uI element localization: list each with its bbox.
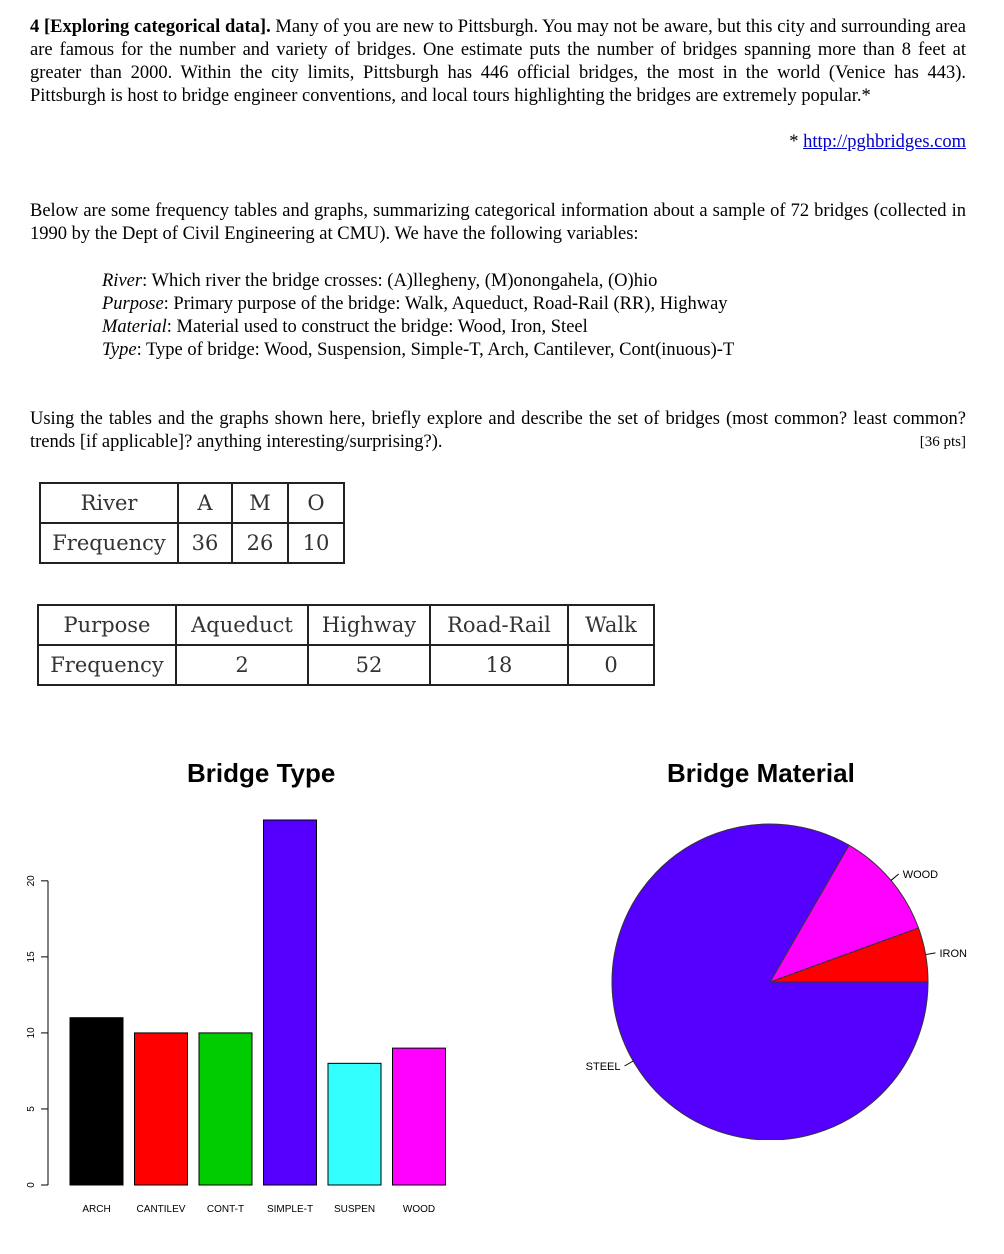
table-cell: 18 [430, 645, 568, 685]
river-frequency-table [39, 482, 345, 564]
intro-body: Many of you are new to Pittsburgh. You may not be aware, but this city and surrounding area are famous for the number and variety of bridges. One estimate puts the number of bridges spanning more than 8 feet at greater than 2000. Within the city limits, Pittsburgh has 446 official bridges, the most in the world (Venice has 443). Pittsburgh is host to bridge engineer conventions, and local tours highlighting the bridges are extremely popular.* [30, 17, 966, 106]
bridge-type-bar-chart [0, 800, 480, 1230]
question-paragraph: Using the tables and the graphs shown here, briefly explore and describe the set of bridges (most common? least common? trends [if applicable]? anything interesting/surprising?). [30, 409, 966, 452]
bar-arch [70, 1018, 123, 1185]
table-cell: M [232, 483, 288, 523]
table-cell: 2 [176, 645, 308, 685]
pie-label: STEEL [585, 1061, 621, 1073]
variable-purpose [102, 293, 734, 316]
bridge-material-pie-chart [540, 800, 1000, 1140]
x-tick-label: CONT-T [206, 1204, 245, 1215]
variable-text: : Primary purpose of the bridge: Walk, Aqueduct, Road-Rail (RR), Highway [163, 294, 728, 314]
pie-label-leader [891, 874, 899, 880]
table-cell: Highway [308, 605, 430, 645]
table-cell: Frequency [40, 523, 178, 563]
footnote-marker: * [789, 132, 804, 152]
bar-simple-t [264, 820, 317, 1185]
pie-label-leader [926, 953, 936, 955]
y-tick-label: 10 [26, 1027, 37, 1039]
bar-cantilev [135, 1033, 188, 1185]
variable-text: : Type of bridge: Wood, Suspension, Simple-T, Arch, Cantilever, Cont(inuous)-T [136, 340, 735, 360]
variable-name: Material [102, 317, 167, 337]
table-cell: 52 [308, 645, 430, 685]
variable-name: Purpose [102, 294, 164, 314]
table-cell: River [40, 483, 178, 523]
variable-name: River [102, 271, 143, 291]
x-tick-label: ARCH [82, 1204, 111, 1215]
table-cell: Frequency [38, 645, 176, 685]
x-tick-label: SUSPEN [333, 1204, 376, 1215]
y-tick-label: 0 [26, 1182, 37, 1188]
bar-chart-title: Bridge Type [187, 758, 336, 788]
table-cell: 26 [232, 523, 288, 563]
variable-name: Type [102, 340, 137, 360]
variable-text: : Material used to construct the bridge: Wood, Iron, Steel [166, 317, 588, 337]
points-label: [36 pts] [919, 434, 966, 450]
purpose-frequency-table [37, 604, 655, 686]
bar-wood [393, 1048, 446, 1185]
table-cell: A [178, 483, 232, 523]
variable-type [102, 339, 734, 362]
table-row [40, 523, 344, 563]
x-tick-label: WOOD [402, 1204, 436, 1215]
table-cell: 0 [568, 645, 654, 685]
table-cell: 36 [178, 523, 232, 563]
variable-material [102, 316, 734, 339]
intro-paragraph [30, 16, 966, 108]
problem-heading: 4 [Exploring categorical data]. [30, 17, 271, 37]
x-tick-label: CANTILEV [136, 1204, 186, 1215]
table-cell: O [288, 483, 344, 523]
table-cell: Road-Rail [430, 605, 568, 645]
y-tick-label: 15 [26, 951, 37, 963]
x-tick-label: SIMPLE-T [266, 1204, 314, 1215]
table-cell: 10 [288, 523, 344, 563]
description-paragraph: Below are some frequency tables and graphs, summarizing categorical information about a sample of 72 bridges (collected in 1990 by the Dept of Civil Engineering at CMU). We have the following variables: [30, 201, 966, 244]
pie-chart-title: Bridge Material [667, 758, 855, 788]
variable-river [102, 270, 734, 293]
table-header-row [40, 483, 344, 523]
variable-list [102, 270, 734, 362]
y-tick-label: 20 [26, 875, 37, 887]
table-cell: Walk [568, 605, 654, 645]
variable-text: : Which river the bridge crosses: (A)llegheny, (M)onongahela, (O)hio [142, 271, 658, 291]
source-link[interactable]: http://pghbridges.com [803, 132, 966, 152]
footnote [789, 132, 966, 153]
table-cell: Aqueduct [176, 605, 308, 645]
table-header-row [38, 605, 654, 645]
bar-suspen [328, 1063, 381, 1185]
bar-cont-t [199, 1033, 252, 1185]
table-cell: Purpose [38, 605, 176, 645]
pie-label: IRON [939, 947, 967, 960]
y-tick-label: 5 [26, 1106, 37, 1112]
pie-label: WOOD [902, 869, 939, 882]
table-row [38, 645, 654, 685]
pie-label-leader [625, 1061, 634, 1066]
